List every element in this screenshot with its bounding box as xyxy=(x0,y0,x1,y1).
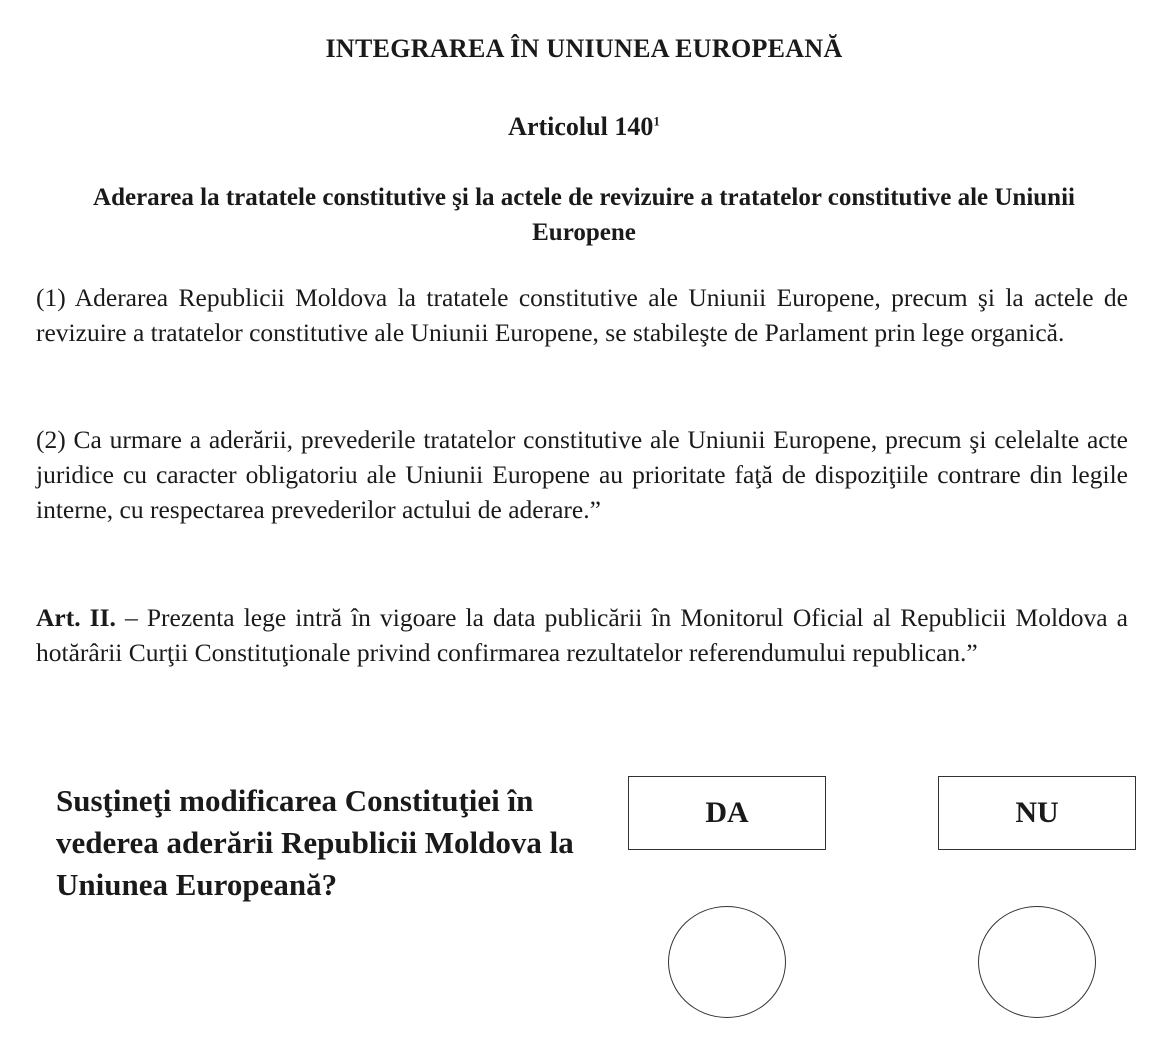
chapter-title: INTEGRAREA ÎN UNIUNEA EUROPEANĂ xyxy=(325,34,843,63)
vote-yes-circle[interactable] xyxy=(668,906,786,1018)
article-2-paragraph xyxy=(36,600,1128,670)
article-2-text: – Prezenta lege intră în vigoare la data publicării în Monitorul Oficial al Republicii Moldova a hotărârii Curţii Constituţionale privind confirmarea rezultatelor referendumului republican.” xyxy=(36,603,1129,667)
article-label: Articolul 140 xyxy=(508,112,654,141)
article-superscript: 1 xyxy=(653,113,660,129)
article-title xyxy=(0,112,1168,142)
article-2-lead: Art. II. xyxy=(36,603,116,632)
ballot-question: Susţineţi modificarea Constituţiei în vederea aderării Republicii Moldova la Uniunea Europeană? xyxy=(56,783,574,902)
paragraph-2: (2) Ca urmare a aderării, prevederile tratatelor constitutive ale Uniunii Europene, precum şi celelalte acte juridice cu caracter obligatoriu ale Uniunii Europene au prioritate faţă de dispoziţiile contrare din legile interne, cu respectarea prevederilor actului de aderare.” xyxy=(36,425,1128,524)
article-heading: Aderarea la tratatele constitutive şi la actele de revizuire a tratatelor constitutive ale Uniunii Europene xyxy=(93,184,1075,246)
option-no-label: NU xyxy=(938,776,1136,850)
vote-no-circle[interactable] xyxy=(978,906,1096,1018)
paragraph-1: (1) Aderarea Republicii Moldova la tratatele constitutive ale Uniunii Europene, precum şi la actele de revizuire a tratatelor constitutive ale Uniunii Europene, se stabileşte de Parlament prin lege organică. xyxy=(36,283,1128,347)
option-yes-label: DA xyxy=(628,776,826,850)
